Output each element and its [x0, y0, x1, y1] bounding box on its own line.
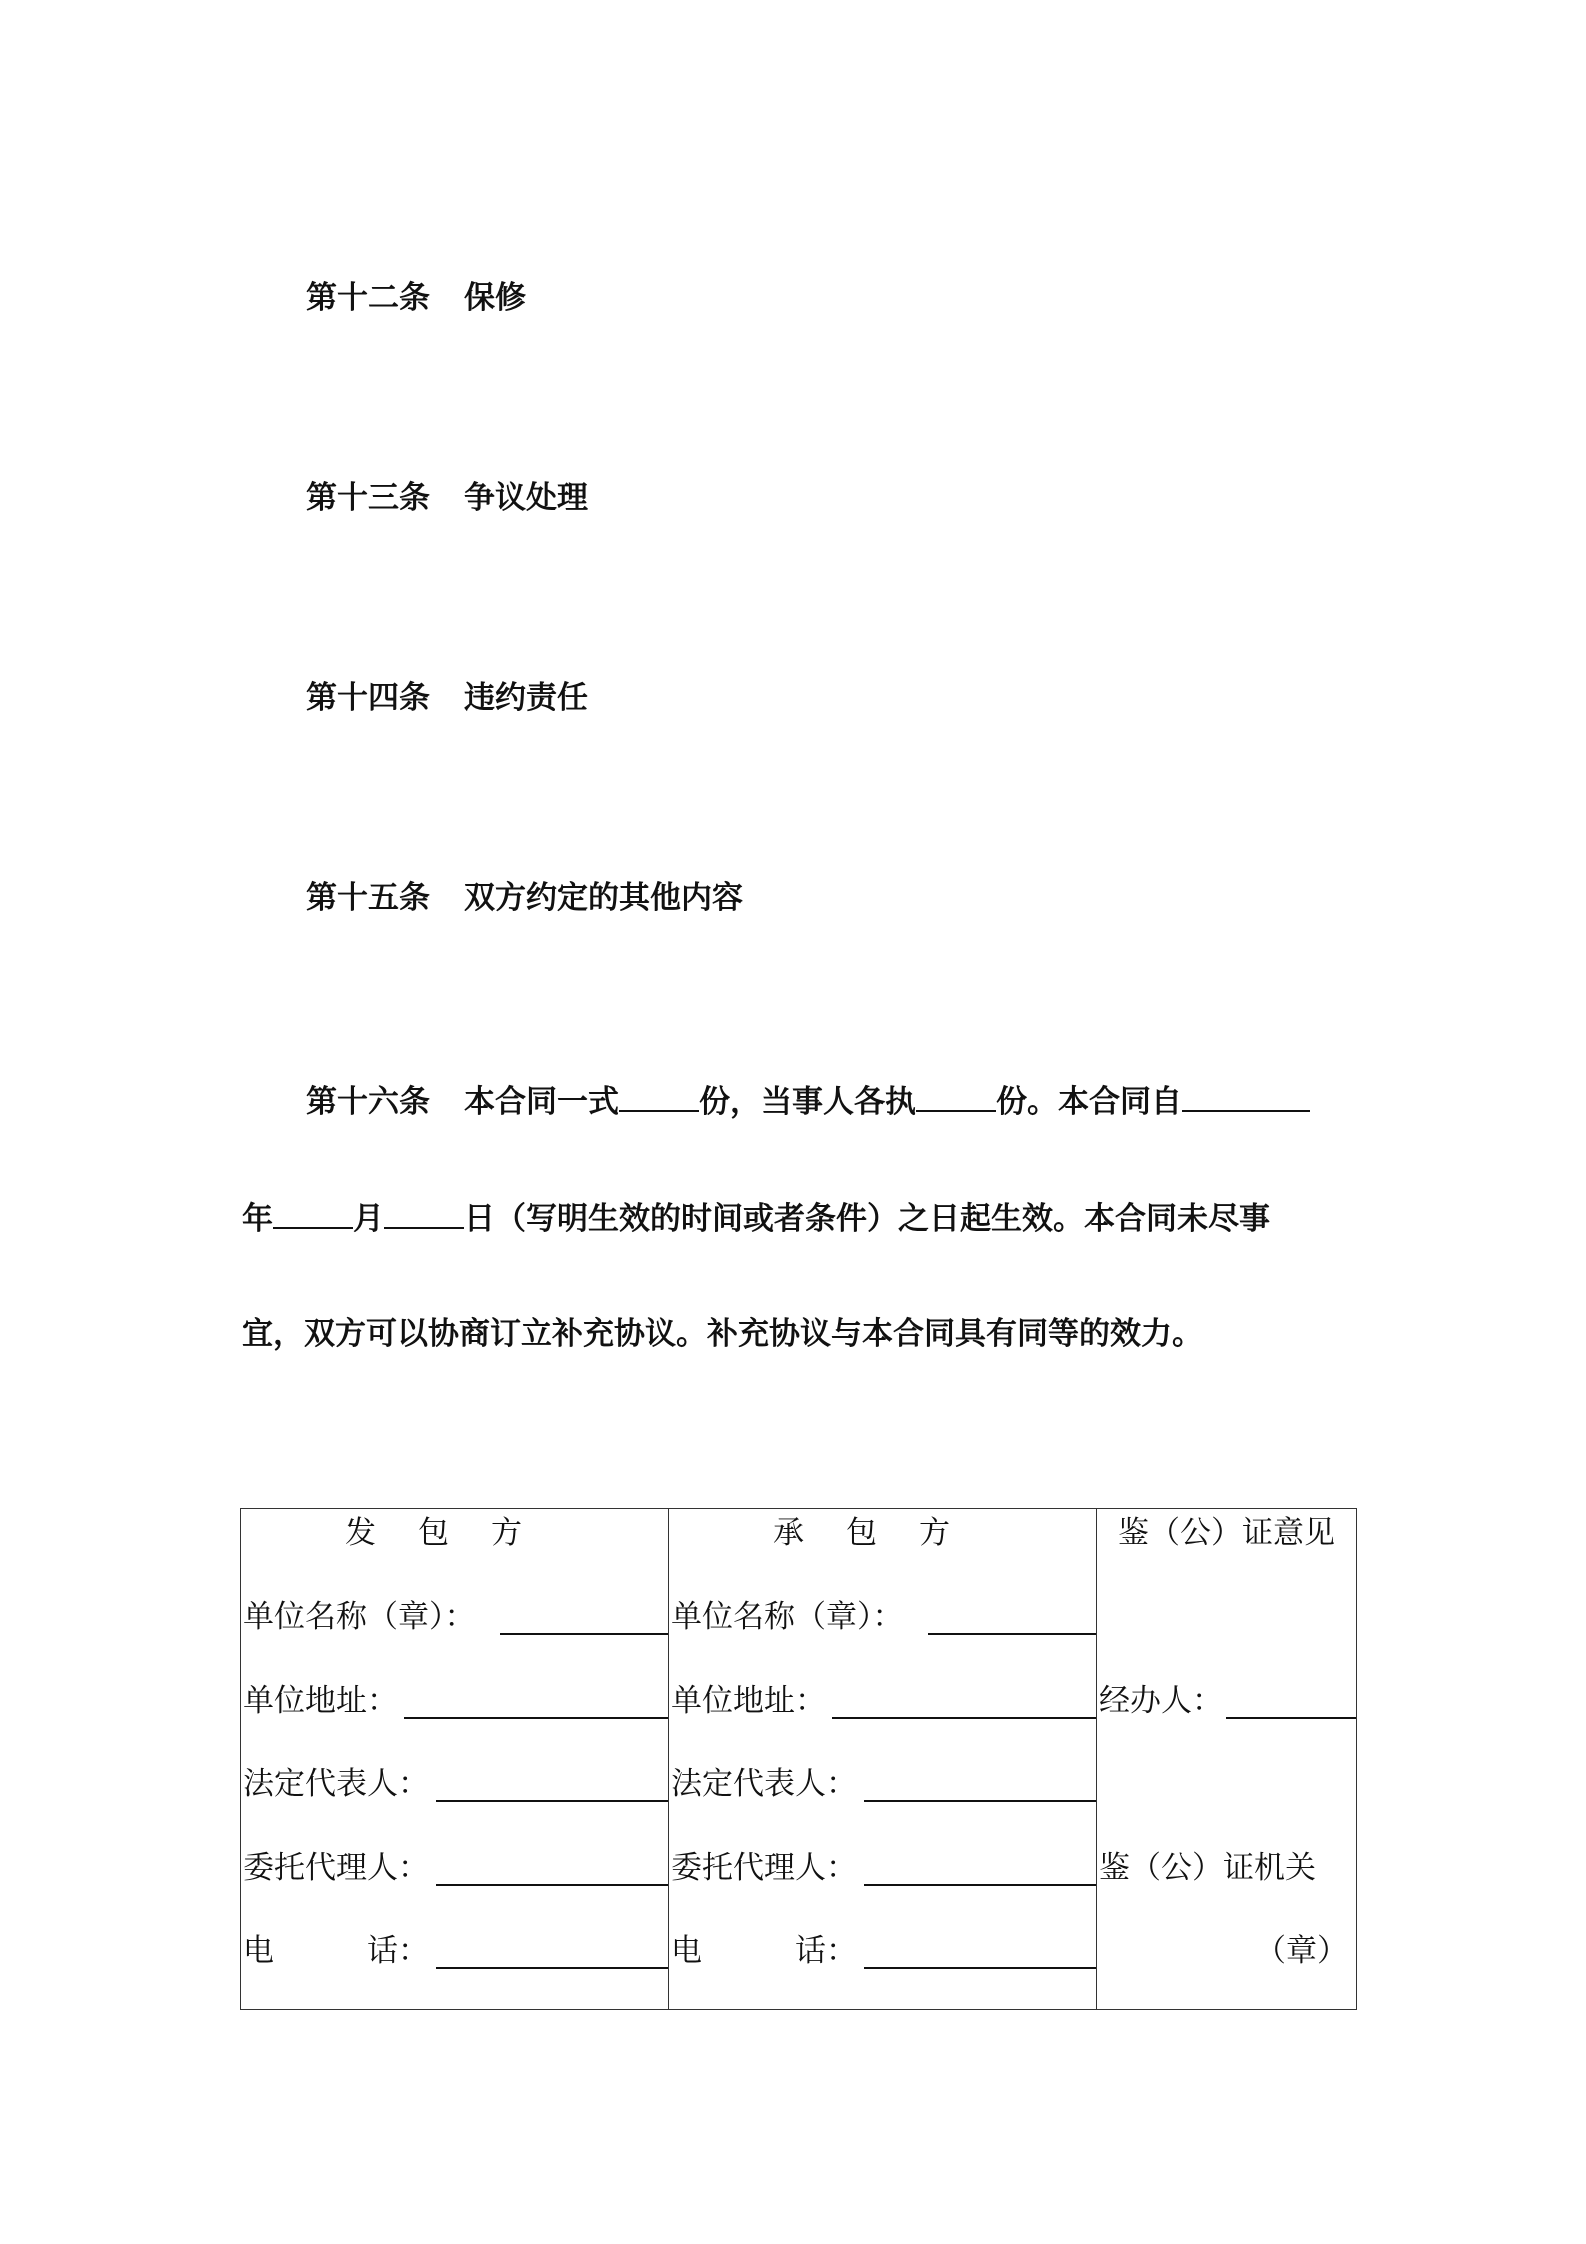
- article-12-heading: [306, 278, 526, 318]
- contractor-unit-name-row: [671, 1597, 1096, 1637]
- month-blank[interactable]: [384, 1197, 464, 1229]
- article-number: 第十二条: [306, 280, 430, 316]
- employer-address-row: [243, 1681, 668, 1721]
- article-16-text-c: 份。本合同自: [996, 1084, 1182, 1120]
- article-number: 第十六条: [306, 1084, 430, 1120]
- address-label: 单位地址：: [671, 1683, 826, 1719]
- article-16-text-b: 份，当事人各执: [699, 1084, 916, 1120]
- legal-rep-label: 法定代表人：: [671, 1766, 857, 1802]
- employer-header: 发包方: [345, 1515, 564, 1551]
- legal-rep-label: 法定代表人：: [243, 1766, 429, 1802]
- phone-label: 电 话：: [671, 1933, 857, 1969]
- article-title: 争议处理: [464, 480, 588, 516]
- address-label: 单位地址：: [243, 1683, 398, 1719]
- phone-field[interactable]: [864, 1967, 1096, 1969]
- year-blank[interactable]: [273, 1197, 353, 1229]
- contractor-address-row: [671, 1681, 1096, 1721]
- article-16-text-a: 本合同一式: [464, 1084, 619, 1120]
- article-title: 双方约定的其他内容: [464, 880, 743, 916]
- employer-agent-row: [243, 1848, 668, 1888]
- notary-handler-row: [1099, 1681, 1356, 1721]
- employer-phone-row: [243, 1931, 668, 1971]
- article-title: 保修: [464, 280, 526, 316]
- article-14-heading: [306, 678, 588, 718]
- agent-field[interactable]: [436, 1884, 668, 1886]
- year-label: 年: [242, 1201, 273, 1237]
- article-number: 第十三条: [306, 480, 430, 516]
- signature-table: [240, 1508, 1357, 2010]
- notary-header: 鉴（公）证意见: [1118, 1515, 1335, 1551]
- unit-name-label: 单位名称（章）：: [671, 1599, 904, 1635]
- article-title: 违约责任: [464, 680, 588, 716]
- copies-total-blank[interactable]: [619, 1080, 699, 1112]
- agent-field[interactable]: [864, 1884, 1096, 1886]
- agent-label: 委托代理人：: [671, 1850, 857, 1886]
- employer-legal-rep-row: [243, 1764, 668, 1804]
- effective-date-blank[interactable]: [1182, 1080, 1310, 1112]
- contractor-phone-row: [671, 1931, 1096, 1971]
- contractor-header: 承包方: [773, 1515, 992, 1551]
- contractor-legal-rep-row: [671, 1764, 1096, 1804]
- article-16-line-2: [242, 1197, 1270, 1239]
- phone-field[interactable]: [436, 1967, 668, 1969]
- article-number: 第十四条: [306, 680, 430, 716]
- contractor-column: [669, 1509, 1097, 2010]
- notary-authority: 鉴（公）证机关: [1099, 1850, 1316, 1886]
- article-number: 第十五条: [306, 880, 430, 916]
- address-field[interactable]: [404, 1717, 668, 1719]
- article-16-line-1: [306, 1080, 1310, 1122]
- handler-label: 经办人：: [1099, 1683, 1223, 1719]
- phone-label: 电 话：: [243, 1933, 429, 1969]
- article-16-text-e: 宜，双方可以协商订立补充协议。补充协议与本合同具有同等的效力。: [242, 1316, 1203, 1352]
- address-field[interactable]: [832, 1717, 1096, 1719]
- contractor-agent-row: [671, 1848, 1096, 1888]
- handler-field[interactable]: [1226, 1717, 1356, 1719]
- legal-rep-field[interactable]: [864, 1800, 1096, 1802]
- article-13-heading: [306, 478, 588, 518]
- employer-unit-name-row: [243, 1597, 668, 1637]
- notary-column: [1097, 1509, 1357, 2010]
- unit-name-field[interactable]: [500, 1633, 668, 1635]
- legal-rep-field[interactable]: [436, 1800, 668, 1802]
- article-16-text-d: 日（写明生效的时间或者条件）之日起生效。本合同未尽事: [464, 1201, 1270, 1237]
- copies-each-blank[interactable]: [916, 1080, 996, 1112]
- notary-seal: （章）: [1255, 1933, 1348, 1969]
- article-15-heading: [306, 878, 743, 918]
- unit-name-field[interactable]: [928, 1633, 1096, 1635]
- article-16-line-3: [242, 1314, 1203, 1354]
- employer-column: [241, 1509, 669, 2010]
- unit-name-label: 单位名称（章）：: [243, 1599, 476, 1635]
- month-label: 月: [353, 1201, 384, 1237]
- agent-label: 委托代理人：: [243, 1850, 429, 1886]
